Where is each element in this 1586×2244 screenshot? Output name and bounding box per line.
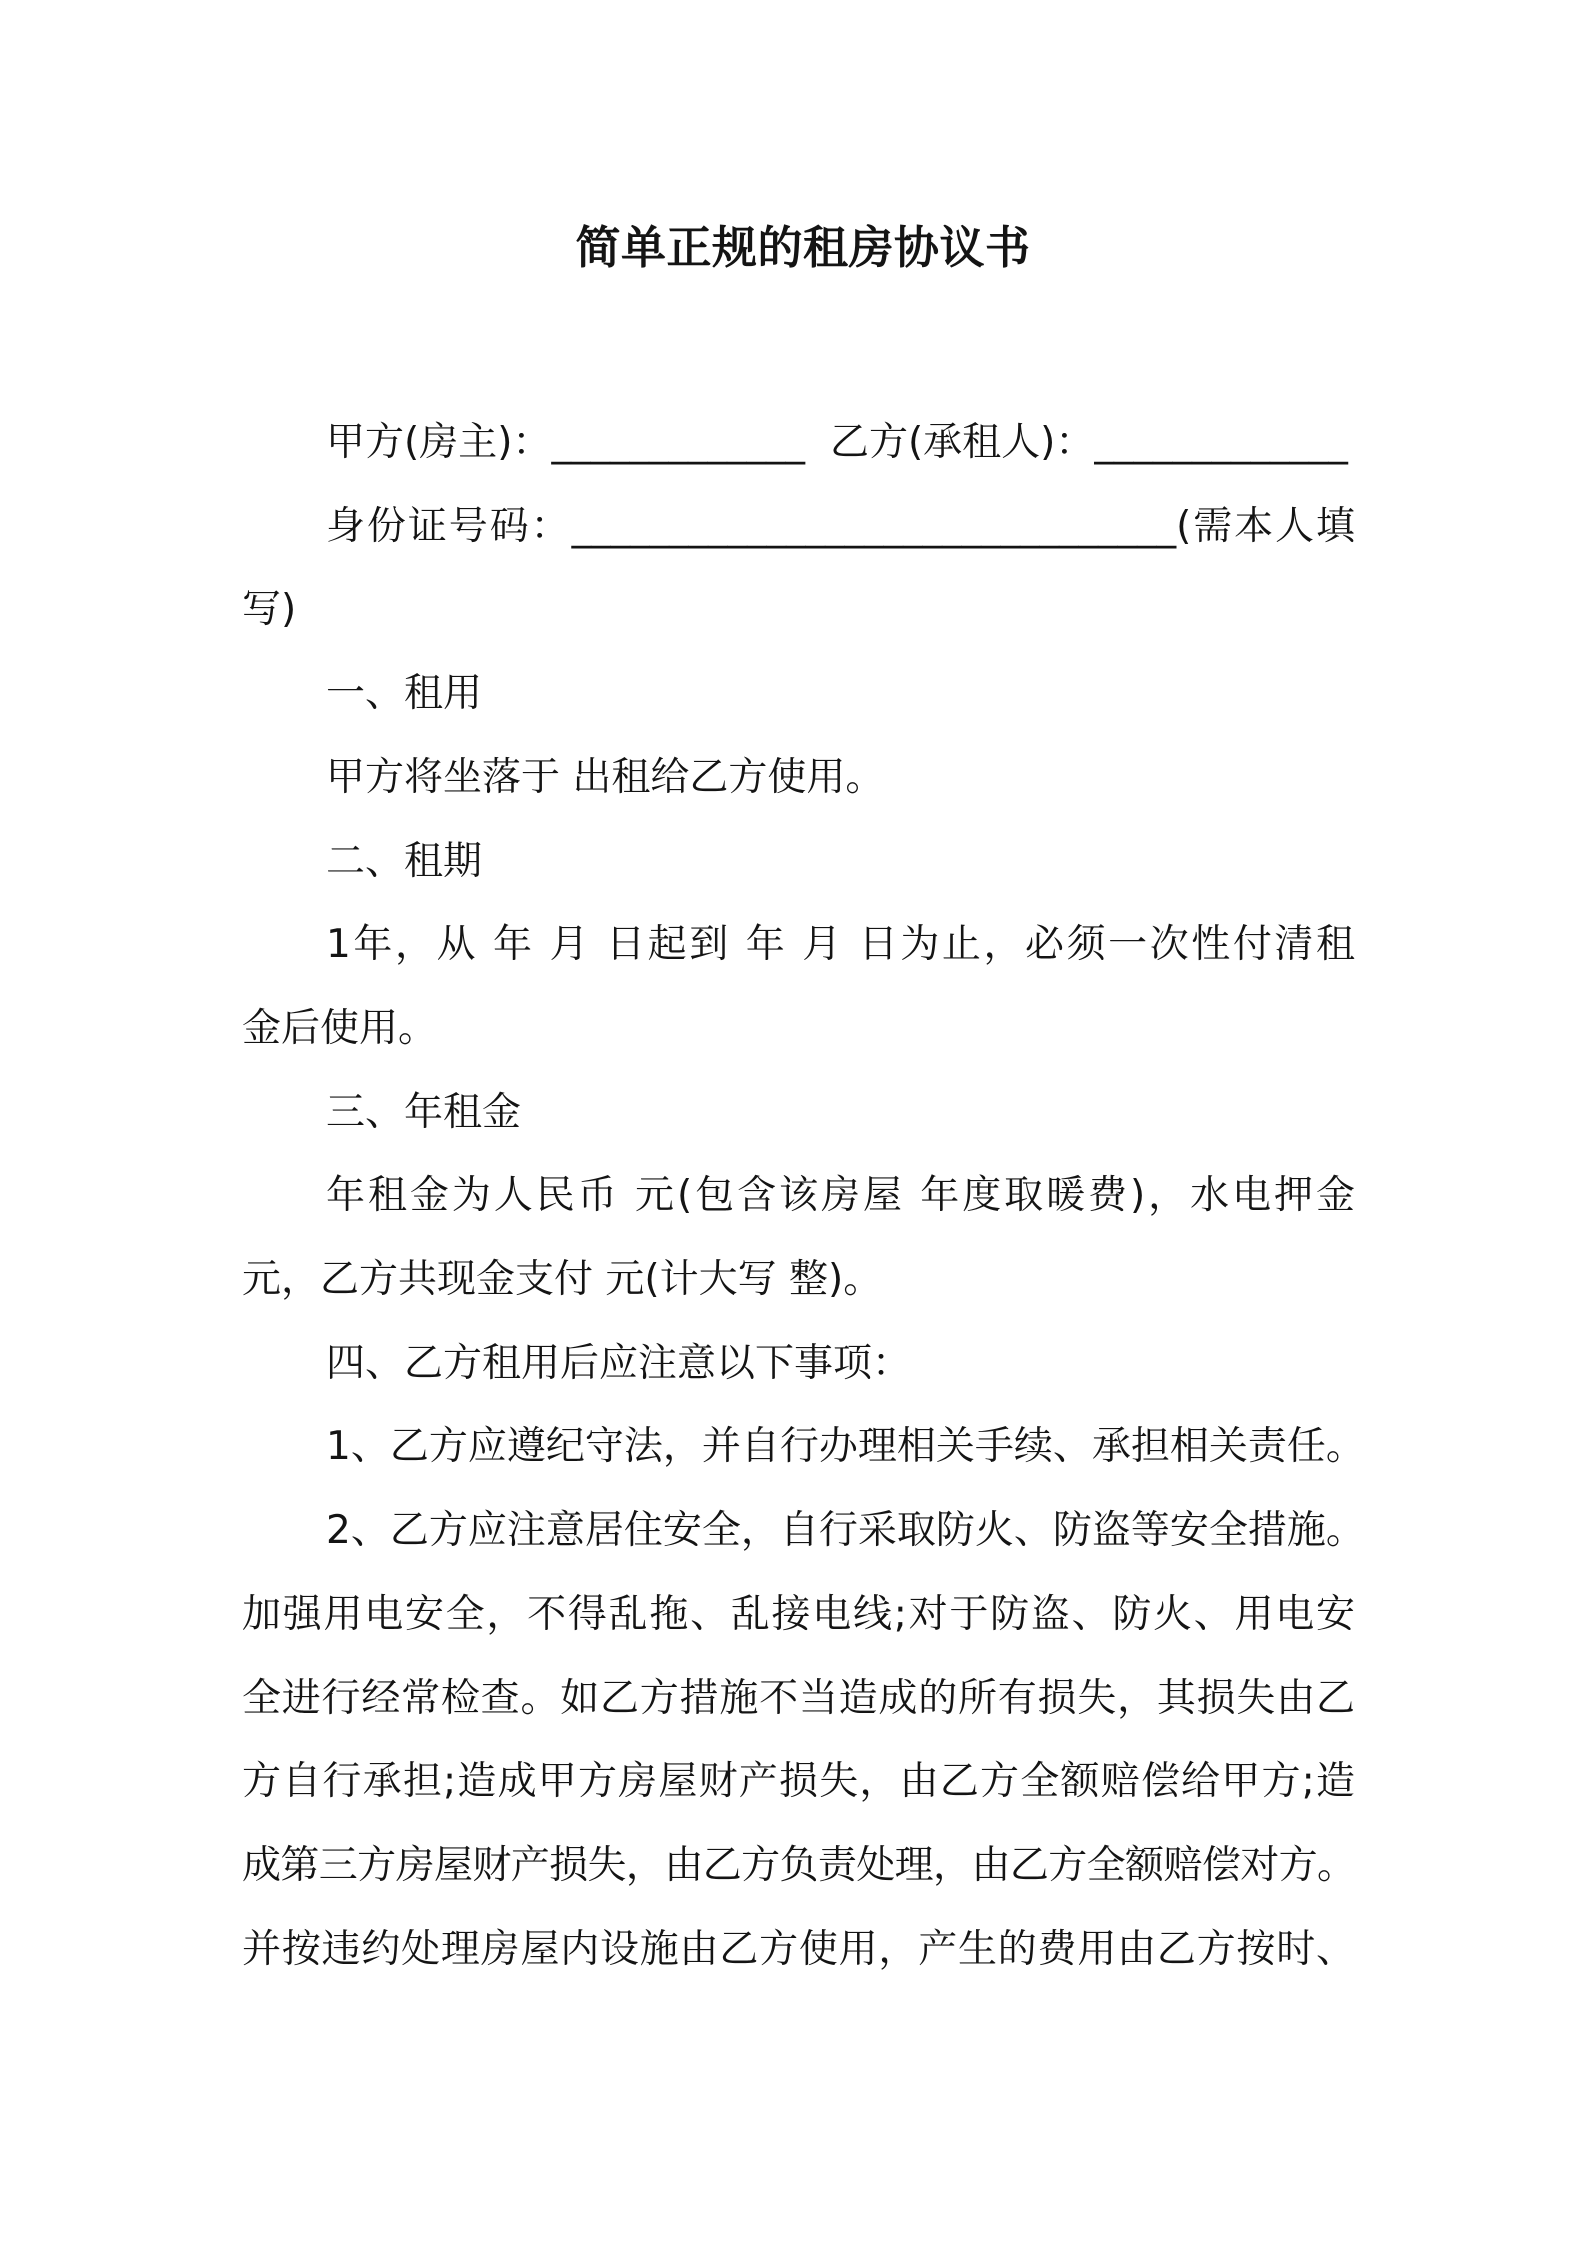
id-number-note-continued: 写): [242, 587, 297, 633]
landlord-blank: _____________: [551, 420, 805, 465]
section-heading-tenant-notes: 四、乙方租用后应注意以下事项：: [326, 1340, 912, 1386]
section-text-line: 方自行承担;造成甲方房屋财产损失，由乙方全额赔偿给甲方;造: [242, 1759, 1355, 1805]
section-heading-annual-rent: 三、年租金: [326, 1089, 522, 1135]
id-number-blank: _______________________________: [571, 503, 1177, 549]
section-text-line: 并按违约处理房屋内设施由乙方使用，产生的费用由乙方按时、: [242, 1926, 1355, 1972]
section-heading-rental: 一、租用: [326, 671, 483, 717]
landlord-label: 甲方(房主)：: [326, 420, 552, 465]
tenant-blank: _____________: [1094, 420, 1348, 465]
section-text-line: 加强用电安全，不得乱拖、乱接电线;对于防盗、防火、用电安: [242, 1591, 1355, 1637]
id-number-note: (需本人填: [1176, 503, 1355, 549]
document-title: 简单正规的租房协议书: [575, 221, 1031, 274]
section-item-1: 1、乙方应遵纪守法，并自行办理相关手续、承担相关责任。: [326, 1424, 1365, 1470]
section-text-line: 成第三方房屋财产损失，由乙方负责处理，由乙方全额赔偿对方。: [242, 1842, 1355, 1888]
section-item-2: 2、乙方应注意居住安全，自行采取防火、防盗等安全措施。: [326, 1508, 1365, 1554]
document-body: [242, 401, 1365, 1991]
parties-line: [242, 401, 1355, 485]
section-text-line: 金后使用。: [242, 1005, 438, 1051]
section-text-line: 甲方将坐落于 出租给乙方使用。: [326, 754, 885, 800]
section-text-line: 全进行经常检查。如乙方措施不当造成的所有损失，其损失由乙: [242, 1675, 1355, 1721]
section-text-line: 1年，从 年 月 日起到 年 月 日为止，必须一次性付清租: [326, 922, 1355, 968]
id-number-label: 身份证号码：: [326, 503, 572, 549]
section-text-line: 年租金为人民币 元(包含该房屋 年度取暖费)，水电押金: [326, 1173, 1355, 1219]
section-text-line: 元，乙方共现金支付 元(计大写 整)。: [242, 1257, 883, 1303]
tenant-label: 乙方(承租人)：: [829, 420, 1095, 465]
section-heading-term: 二、租期: [326, 838, 483, 884]
id-number-line: [242, 485, 1355, 569]
